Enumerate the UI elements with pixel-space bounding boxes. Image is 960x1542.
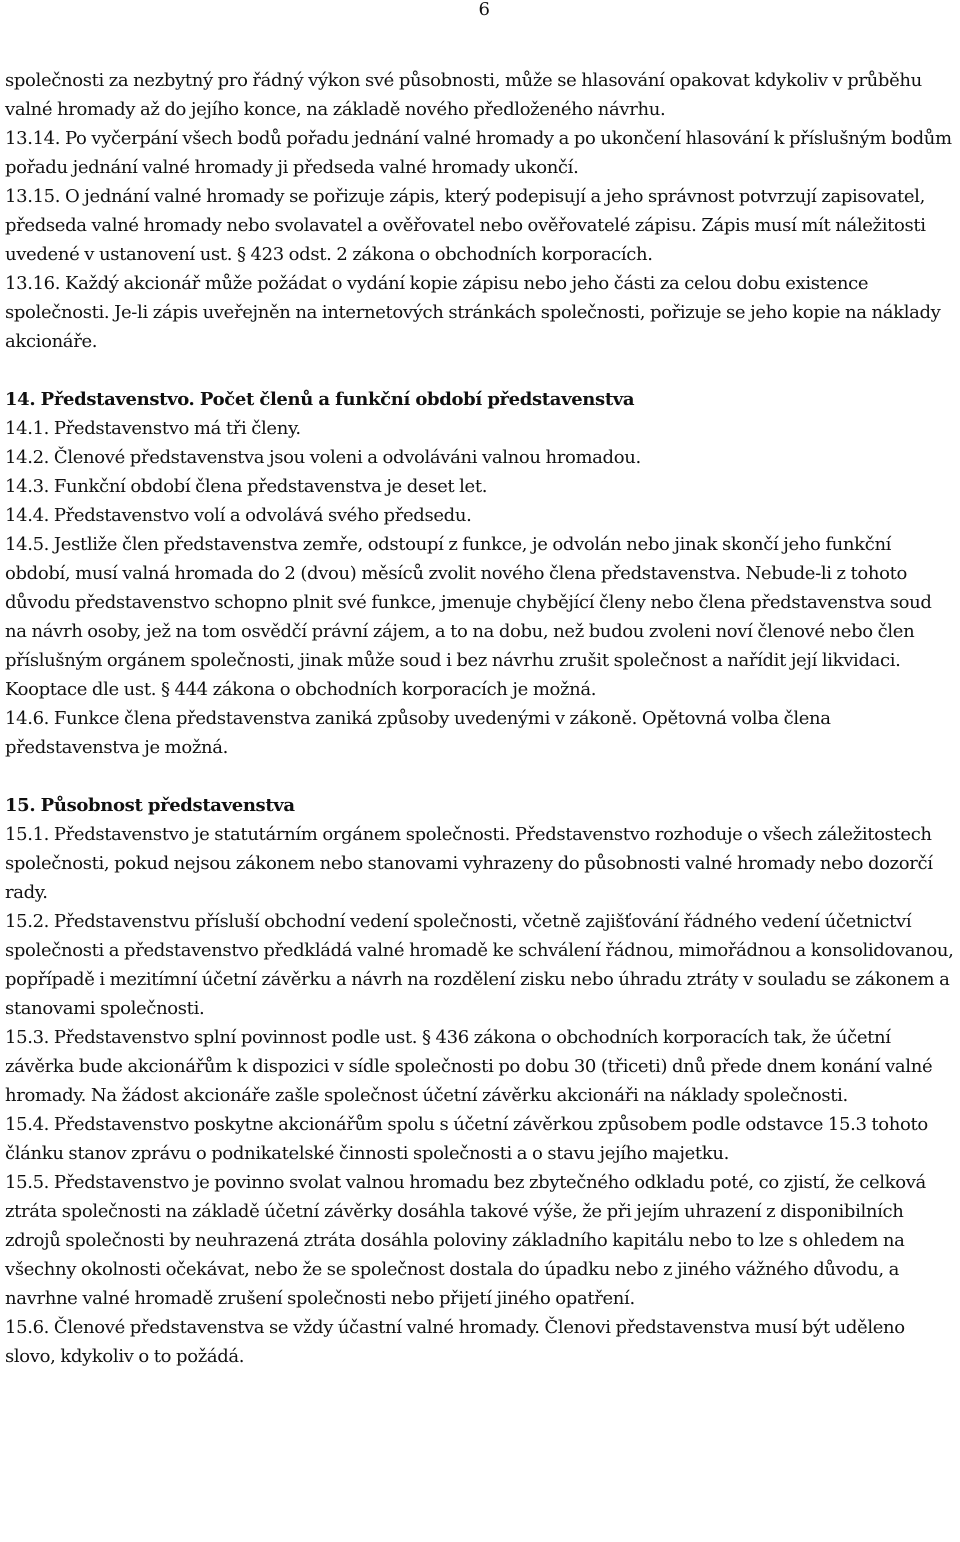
paragraph-14-5: 14.5. Jestliže člen představenstva zemře, odstoupí z funkce, je odvolán nebo jinak skončí jeho funkční období, musí valná hromada do 2 (dvou) měsíců zvolit nového člena představenstva. Nebude-li z tohoto důvodu představenstvo schopno plnit své funkce, jmenuje chybějící členy nebo člena představenstva soud na návrh osoby, jež na tom osvědčí právní zájem, a to na dobu, než budou zvoleni noví členové nebo člen příslušným orgánem společnosti, jinak může soud i bez návrhu zrušit společnost a nařídit její likvidaci. Kooptace dle ust. § 444 zákona o obchodních korporacích je možná. <box>5 534 932 700</box>
paragraph-13-14: 13.14. Po vyčerpání všech bodů pořadu jednání valné hromady a po ukončení hlasování k příslušným bodům pořadu jednání valné hromady ji předseda valné hromady ukončí. <box>5 128 952 178</box>
paragraph-14-2: 14.2. Členové představenstva jsou voleni a odvoláváni valnou hromadou. <box>5 447 641 468</box>
section-15-heading: 15. Působnost představenstva <box>5 795 295 816</box>
paragraph-13-13-continuation: společnosti za nezbytný pro řádný výkon své působnosti, může se hlasování opakovat kdykoliv v průběhu valné hromady až do jejího konce, na základě nového předloženého návrhu. <box>5 70 922 120</box>
document-body <box>5 66 957 1371</box>
paragraph-15-4: 15.4. Představenstvo poskytne akcionářům spolu s účetní závěrkou způsobem podle odstavce 15.3 tohoto článku stanov zprávu o podnikatelské činnosti společnosti a o stavu jejího majetku. <box>5 1114 928 1164</box>
section-spacer <box>5 356 957 385</box>
paragraph-15-1: 15.1. Představenstvo je statutárním orgánem společnosti. Představenstvo rozhoduje o všech záležitostech společnosti, pokud nejsou zákonem nebo stanovami vyhrazeny do působnosti valné hromady nebo dozorčí rady. <box>5 824 933 903</box>
page-number: 6 <box>478 0 490 20</box>
paragraph-13-16: 13.16. Každý akcionář může požádat o vydání kopie zápisu nebo jeho části za celou dobu existence společnosti. Je-li zápis uveřejněn na internetových stránkách společnosti, pořizuje se jeho kopie na náklady akcionáře. <box>5 273 941 352</box>
paragraph-13-15: 13.15. O jednání valné hromady se pořizuje zápis, který podepisují a jeho správnost potvrzují zapisovatel, předseda valné hromady nebo svolavatel a ověřovatel nebo ověřovatelé zápisu. Zápis musí mít náležitosti uvedené v ustanovení ust. § 423 odst. 2 zákona o obchodních korporacích. <box>5 186 926 265</box>
paragraph-15-2: 15.2. Představenstvu přísluší obchodní vedení společnosti, včetně zajišťování řádného vedení účetnictví společnosti a představenstvo předkládá valné hromadě ke schválení řádnou, mimořádnou a konsolidovanou, popřípadě i mezitímní účetní závěrku a návrh na rozdělení zisku nebo úhradu ztráty v souladu se zákonem a stanovami společnosti. <box>5 911 954 1019</box>
paragraph-14-1: 14.1. Představenstvo má tři členy. <box>5 418 301 439</box>
paragraph-15-6: 15.6. Členové představenstva se vždy účastní valné hromady. Členovi představenstva musí být uděleno slovo, kdykoliv o to požádá. <box>5 1317 905 1367</box>
section-spacer <box>5 762 957 791</box>
paragraph-14-4: 14.4. Představenstvo volí a odvolává svého předsedu. <box>5 505 472 526</box>
section-14-heading: 14. Představenstvo. Počet členů a funkční období představenstva <box>5 389 635 410</box>
paragraph-15-3: 15.3. Představenstvo splní povinnost podle ust. § 436 zákona o obchodních korporacích tak, že účetní závěrka bude akcionářům k dispozici v sídle společnosti po dobu 30 (třiceti) dnů přede dnem konání valné hromady. Na žádost akcionáře zašle společnost účetní závěrku akcionáři na náklady společnosti. <box>5 1027 933 1106</box>
paragraph-15-5: 15.5. Představenstvo je povinno svolat valnou hromadu bez zbytečného odkladu poté, co zjistí, že celková ztráta společnosti na základě účetní závěrky dosáhla takové výše, že při jejím uhrazení z disponibilních zdrojů společnosti by neuhrazená ztráta dosáhla poloviny základního kapitálu nebo to lze s ohledem na všechny okolnosti očekávat, nebo že se společnost dostala do úpadku nebo z jiného vážného důvodu, a navrhne valné hromadě zrušení společnosti nebo přijetí jiného opatření. <box>5 1172 926 1309</box>
paragraph-14-3: 14.3. Funkční období člena představenstva je deset let. <box>5 476 488 497</box>
paragraph-14-6: 14.6. Funkce člena představenstva zaniká způsoby uvedenými v zákoně. Opětovná volba člena představenstva je možná. <box>5 708 831 758</box>
